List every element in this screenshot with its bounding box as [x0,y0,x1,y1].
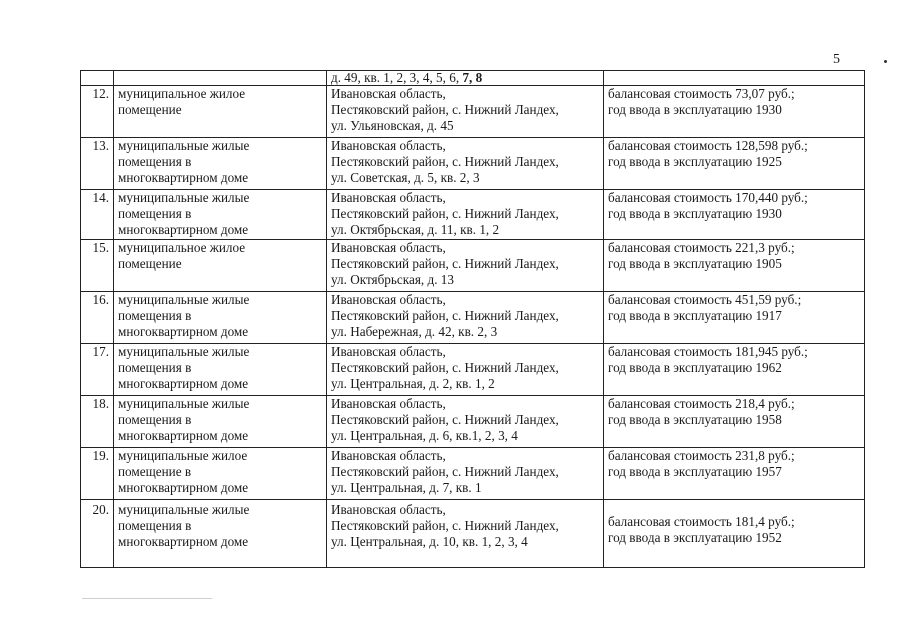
address-line: ул. Октябрьская, д. 13 [331,272,454,287]
value-line: год ввода в эксплуатацию 1962 [608,360,782,375]
address-cell [327,344,604,396]
address-line: Пестяковский район, с. Нижний Ландех, [331,360,559,375]
value-line: балансовая стоимость 231,8 руб.; [608,448,795,463]
continuation-row [81,71,865,86]
value-cell [604,448,865,500]
value-line: балансовая стоимость 170,440 руб.; [608,190,808,205]
value-line: год ввода в эксплуатацию 1958 [608,412,782,427]
continuation-address-cell [327,71,604,86]
address-cell [327,190,604,240]
value-line: год ввода в эксплуатацию 1905 [608,256,782,271]
address-line: Пестяковский район, с. Нижний Ландех, [331,102,559,117]
row-number: 16. [81,292,114,344]
value-cell [604,190,865,240]
object-name-cell [114,292,327,344]
row-number: 18. [81,396,114,448]
object-name-line: помещения в [118,308,192,323]
object-name-line: муниципальные жилые [118,190,250,205]
address-line: Ивановская область, [331,396,446,411]
value-cell [604,292,865,344]
address-line: ул. Советская, д. 5, кв. 2, 3 [331,170,480,185]
object-name-cell [114,240,327,292]
value-cell [604,344,865,396]
object-name-line: муниципальные жилые [118,502,250,517]
address-line: Ивановская область, [331,190,446,205]
value-line: балансовая стоимость 451,59 руб.; [608,292,802,307]
object-name-line: помещения в [118,412,192,427]
value-line: год ввода в эксплуатацию 1917 [608,308,782,323]
value-line: балансовая стоимость 73,07 руб.; [608,86,795,101]
object-name-line: муниципальные жилое [118,448,248,463]
address-cell [327,500,604,568]
address-cell [327,240,604,292]
address-line: ул. Центральная, д. 6, кв.1, 2, 3, 4 [331,428,518,443]
page-number: 5 [833,52,840,67]
object-name-cell [114,396,327,448]
object-name-line: помещения в [118,206,192,221]
scan-dot-mark [884,60,887,63]
row-number: 14. [81,190,114,240]
row-number: 20. [81,500,114,568]
address-line: ул. Центральная, д. 10, кв. 1, 2, 3, 4 [331,534,528,549]
address-cell [327,86,604,138]
address-cell [327,396,604,448]
table-row [81,86,865,138]
address-line: Ивановская область, [331,240,446,255]
address-line: Пестяковский район, с. Нижний Ландех, [331,206,559,221]
value-line: год ввода в эксплуатацию 1957 [608,464,782,479]
property-registry-table [80,70,865,568]
continuation-address-bold: 7, 8 [462,70,483,85]
object-name-line: помещения в [118,360,192,375]
address-line: Пестяковский район, с. Нижний Ландех, [331,256,559,271]
table-row [81,190,865,240]
address-line: Пестяковский район, с. Нижний Ландех, [331,518,559,533]
address-line: ул. Октябрьская, д. 11, кв. 1, 2 [331,222,500,237]
object-name-cell [114,138,327,190]
row-number: 19. [81,448,114,500]
address-line: Пестяковский район, с. Нижний Ландех, [331,308,559,323]
object-name-line: помещение [118,102,182,117]
object-name-line: многоквартирном доме [118,170,249,185]
object-name-line: помещения в [118,518,192,533]
address-line: ул. Набережная, д. 42, кв. 2, 3 [331,324,498,339]
value-line: балансовая стоимость 181,945 руб.; [608,344,808,359]
object-name-cell [114,448,327,500]
object-name-line: многоквартирном доме [118,324,249,339]
continuation-value-cell [604,71,865,86]
value-cell [604,396,865,448]
continuation-num-cell [81,71,114,86]
object-name-line: муниципальные жилые [118,344,250,359]
row-number: 13. [81,138,114,190]
value-cell [604,138,865,190]
object-name-line: многоквартирном доме [118,376,249,391]
address-line: Ивановская область, [331,86,446,101]
value-cell [604,86,865,138]
object-name-line: помещение [118,256,182,271]
row-number: 12. [81,86,114,138]
object-name-line: многоквартирном доме [118,222,249,237]
value-line: балансовая стоимость 128,598 руб.; [608,138,808,153]
table-row [81,448,865,500]
value-line: год ввода в эксплуатацию 1930 [608,206,782,221]
object-name-line: многоквартирном доме [118,480,249,495]
table-row [81,396,865,448]
address-line: Ивановская область, [331,344,446,359]
address-line: Пестяковский район, с. Нижний Ландех, [331,154,559,169]
object-name-cell [114,86,327,138]
value-cell [604,500,865,568]
scan-artifact-line [82,598,212,599]
address-line: Ивановская область, [331,292,446,307]
object-name-line: многоквартирном доме [118,534,249,549]
object-name-line: многоквартирном доме [118,428,249,443]
value-line: балансовая стоимость 221,3 руб.; [608,240,795,255]
table-row [81,292,865,344]
address-line: ул. Центральная, д. 2, кв. 1, 2 [331,376,495,391]
value-line: год ввода в эксплуатацию 1952 [608,530,782,545]
value-line: год ввода в эксплуатацию 1930 [608,102,782,117]
table-row [81,240,865,292]
object-name-cell [114,500,327,568]
object-name-line: муниципальные жилые [118,138,250,153]
value-line: год ввода в эксплуатацию 1925 [608,154,782,169]
value-cell [604,240,865,292]
object-name-line: муниципальные жилые [118,396,250,411]
row-number: 17. [81,344,114,396]
object-name-line: муниципальное жилое [118,240,246,255]
row-number: 15. [81,240,114,292]
object-name-line: помещение в [118,464,192,479]
table-row [81,344,865,396]
address-line: Ивановская область, [331,138,446,153]
table-row [81,500,865,568]
address-cell [327,292,604,344]
address-line: Ивановская область, [331,448,446,463]
address-line: Пестяковский район, с. Нижний Ландех, [331,464,559,479]
address-line: Пестяковский район, с. Нижний Ландех, [331,412,559,427]
object-name-cell [114,344,327,396]
address-line: ул. Ульяновская, д. 45 [331,118,454,133]
object-name-line: муниципальное жилое [118,86,246,101]
object-name-line: помещения в [118,154,192,169]
object-name-line: муниципальные жилые [118,292,250,307]
table-row [81,138,865,190]
address-line: Ивановская область, [331,502,446,517]
address-line: ул. Центральная, д. 7, кв. 1 [331,480,482,495]
value-line: балансовая стоимость 181,4 руб.; [608,514,795,529]
object-name-cell [114,190,327,240]
value-line: балансовая стоимость 218,4 руб.; [608,396,795,411]
address-cell [327,448,604,500]
continuation-address-text: д. 49, кв. 1, 2, 3, 4, 5, 6, [331,70,463,85]
continuation-name-cell [114,71,327,86]
address-cell [327,138,604,190]
